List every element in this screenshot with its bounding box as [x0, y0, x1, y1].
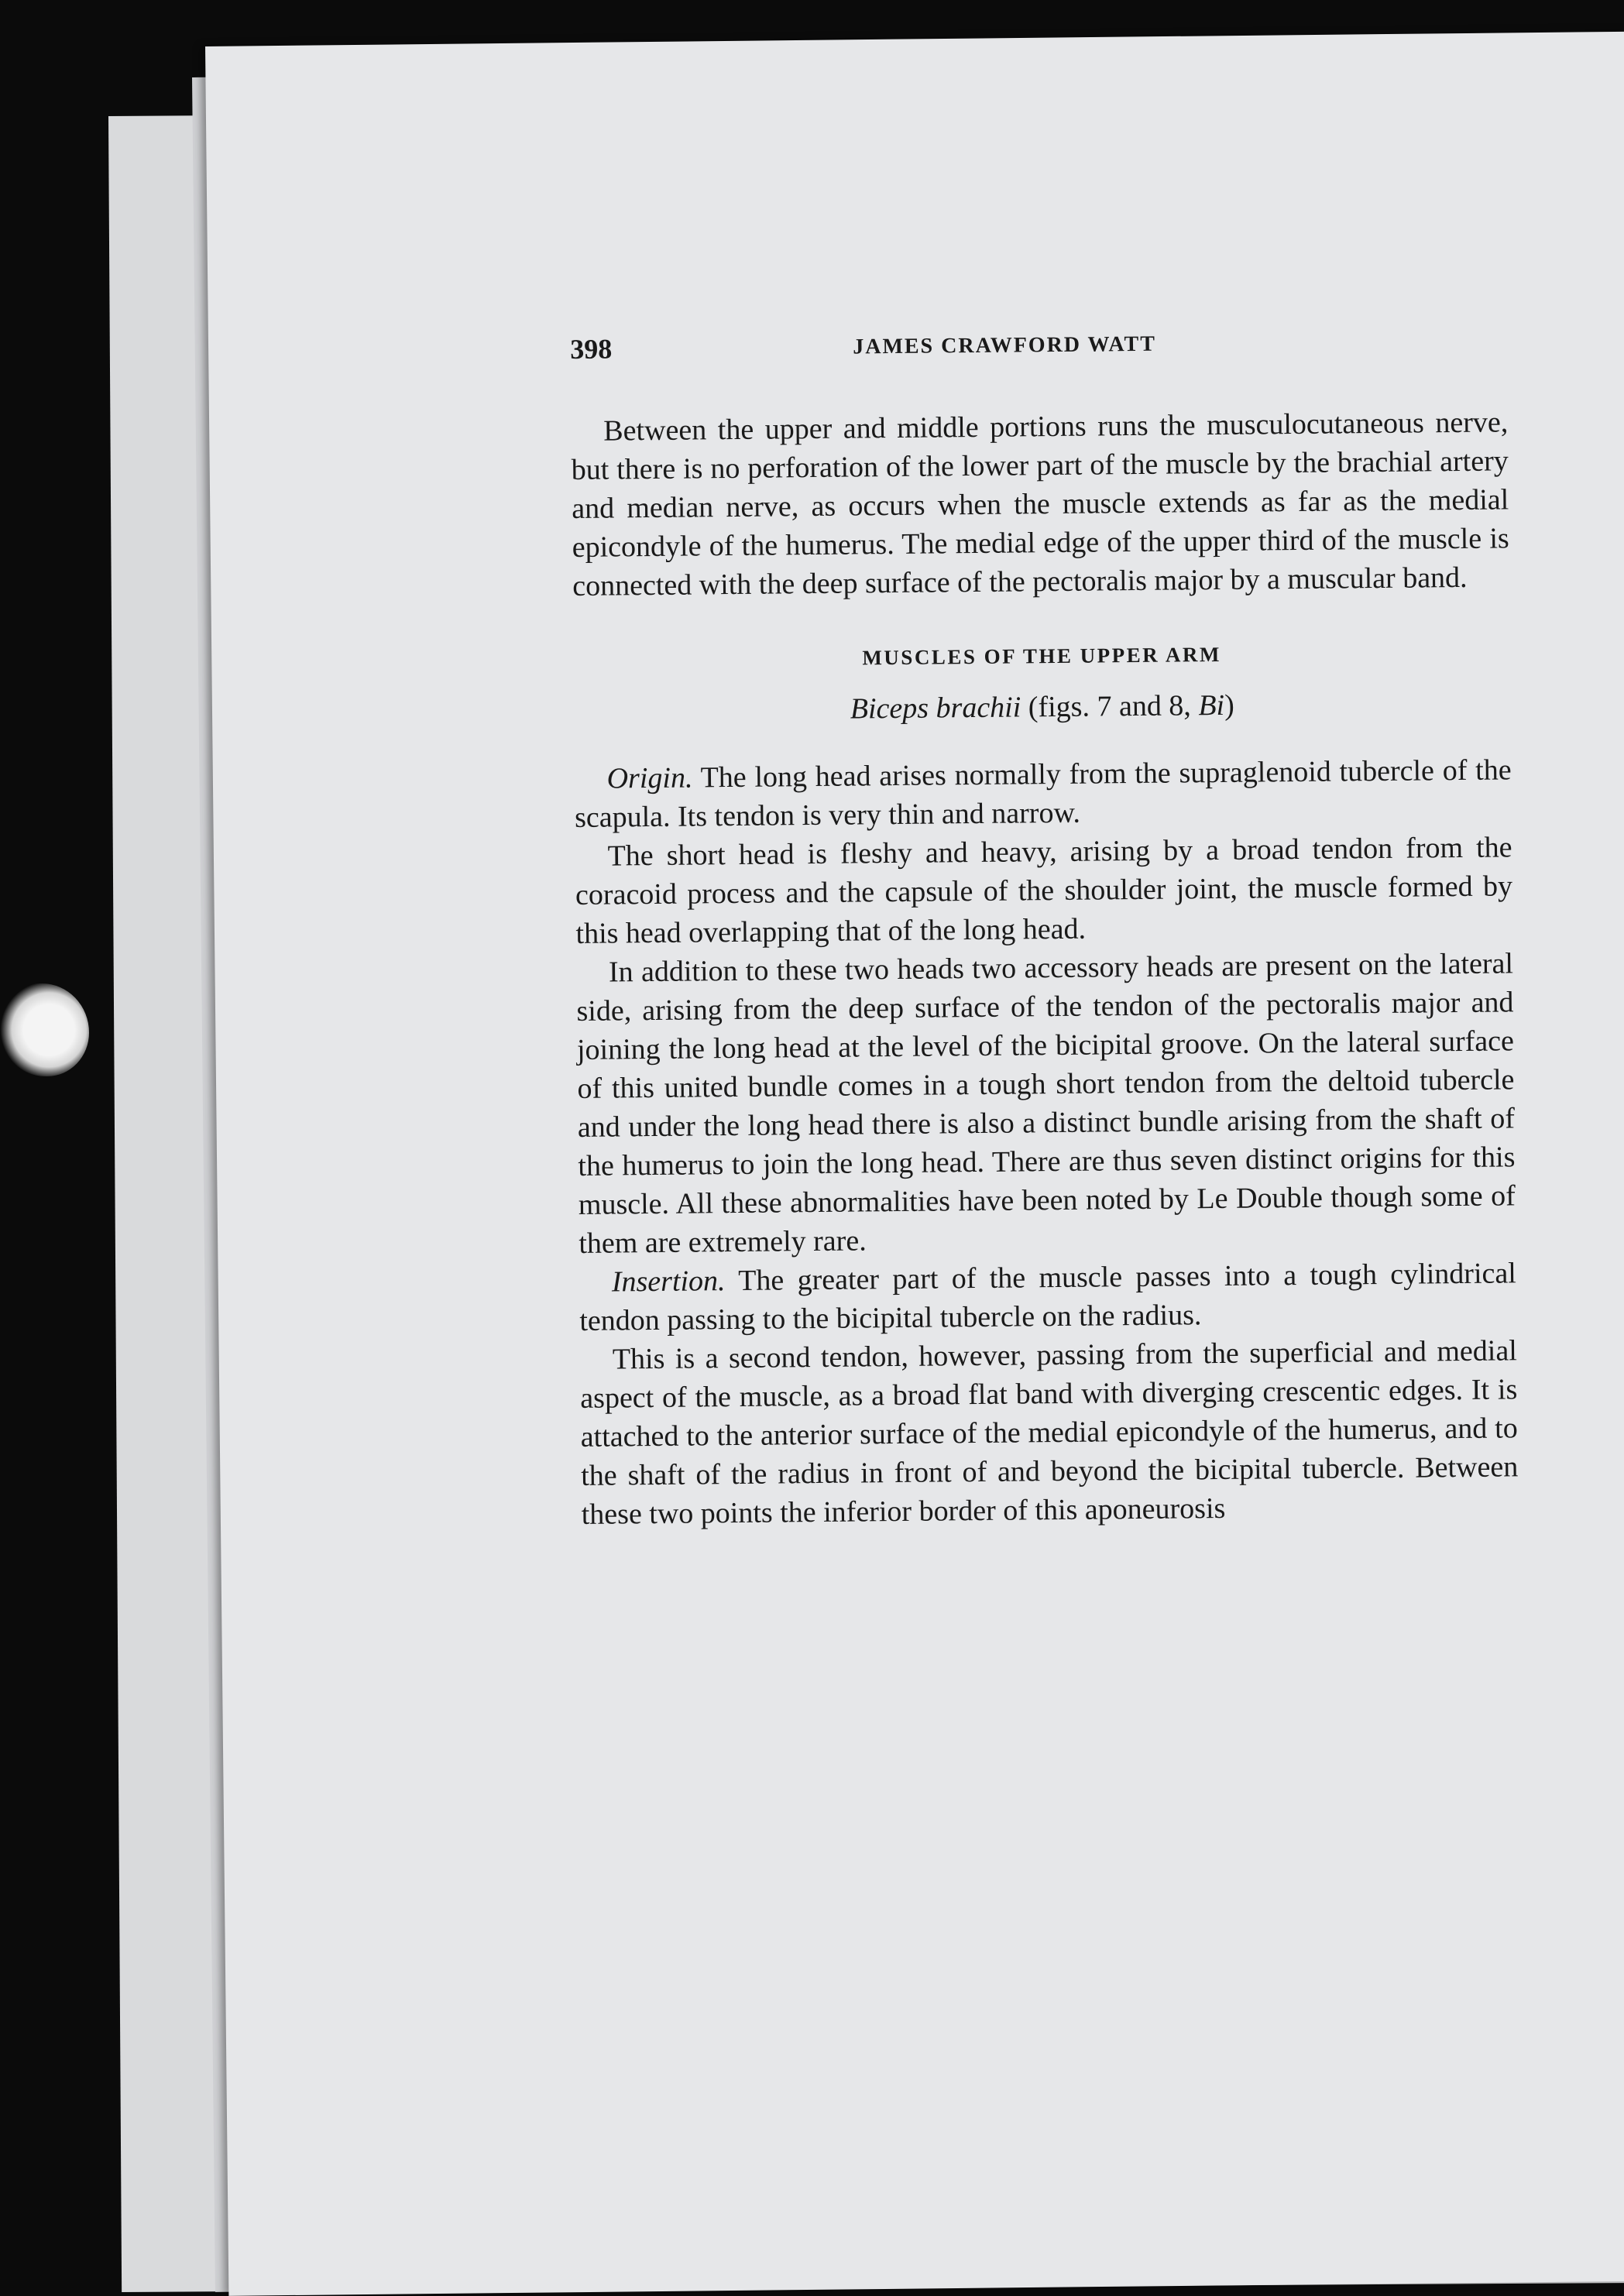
muscle-subheading [574, 685, 1511, 729]
origin-text: The long head arises normally from the supraglenoid tubercle of the scapula. Its tendon is very thin and narrow. [574, 753, 1512, 834]
insertion-text: The greater part of the muscle passes into a tough cylindrical tendon passing to the bicipital tubercle on the radius. [579, 1257, 1517, 1337]
paragraph-insertion [579, 1254, 1517, 1340]
figure-ref-close: ) [1224, 688, 1234, 722]
page-text [570, 316, 1519, 1534]
muscle-name: Biceps brachii [850, 691, 1021, 726]
origin-label: Origin. [606, 761, 693, 795]
insertion-label: Insertion. [611, 1265, 726, 1299]
paragraph-short-head: The short head is fleshy and heavy, arising by a broad tendon from the coracoid process and the capsule of the shoulder joint, the muscle formed by this head overlapping that of the long head. [575, 831, 1513, 950]
running-head [570, 316, 1508, 372]
paragraph-second-tendon: This is a second tendon, however, passing from the superficial and medial aspect of the muscle, as a broad flat band with diverging crescentic edges. It is attached to the anterior surface of the medial epicondyle of the humerus, and to the shaft of the radius in front of and beyond the bicipital tubercle. Between these two points the inferior border of this aponeurosis [580, 1334, 1519, 1531]
scan-artifact [0, 983, 89, 1076]
paragraph-accessory-heads: In addition to these two heads two accessory heads are present on the lateral side, arising from the deep surface of the tendon of the pectoralis major and joining the long head at the level of the bicipital groove. On the lateral surface of this united bundle comes in a tough short tendon from the deltoid tubercle and under the long head there is also a distinct bundle arising from the shaft of the humerus to join the long head. There are thus seven distinct origins for this muscle. All these abnormalities have been noted by Le Double though some of them are extremely rare. [576, 947, 1516, 1260]
section-heading: MUSCLES OF THE UPPER ARM [862, 642, 1222, 670]
paragraph-musculocutaneous: Between the upper and middle portions runs the musculocutaneous nerve, but there is no perforation of the lower part of the muscle by the brachial artery and median nerve, as occurs when the muscle extends as far as the medial epicondyle of the humerus. The medial edge of the upper third of the muscle is connected with the deep surface of the pectoralis major by a muscular band. [571, 406, 1509, 602]
figure-abbr: Bi [1198, 688, 1225, 722]
running-title: JAMES CRAWFORD WATT [853, 331, 1157, 359]
page-number: 398 [570, 333, 613, 365]
paragraph-origin [574, 750, 1512, 837]
figure-ref: (figs. 7 and 8, [1021, 689, 1199, 724]
